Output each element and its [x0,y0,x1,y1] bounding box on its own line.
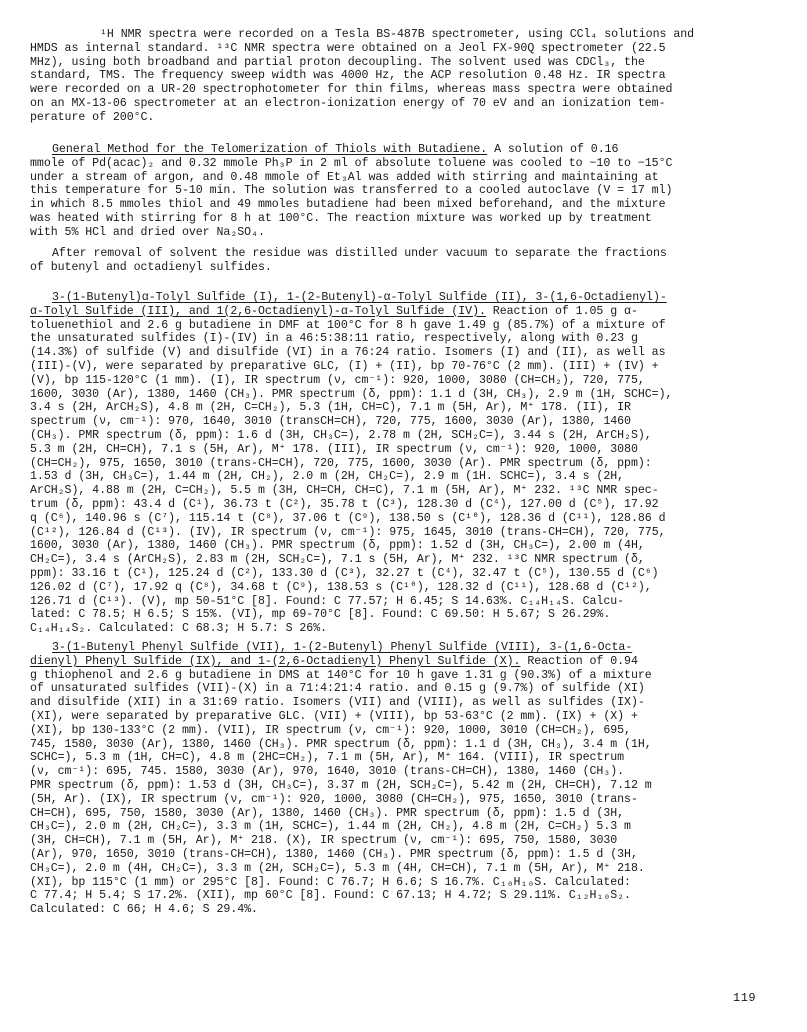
text-line: 126.02 d (C⁷), 17.92 q (C⁸), 34.68 t (C⁹), 138.53 s (C¹⁰), 128.32 d (C¹¹), 128.68 d (C¹²), [30,580,652,594]
text-line: 3.4 s (2H, ArCH₂S), 4.8 m (2H, C=CH₂), 5.3 (1H, CH=C), 7.1 m (5H, Ar), M⁺ 178. (II), IR [30,401,631,415]
text-line: After removal of solvent the residue was distilled under vacuum to separate the fractions [52,247,667,260]
text-line [30,291,785,305]
text-line: (3H, CH=CH), 7.1 m (5H, Ar), M⁺ 218. (X), IR spectrum (ν, cm⁻¹): 695, 750, 1580, 3030 [30,834,618,848]
text-line: of unsaturated sulfides (VII)-(X) in a 71:4:21:4 ratio. and 0.15 g (9.7%) of sulfide (XI) [30,682,645,696]
section-heading: General Method for the Telomerization of Thiols with Butadiene. [52,143,488,156]
text-line: 1.53 d (3H, CH₃C=), 1.44 m (2H, CH₂), 2.0 m (2H, CH₂C=), 2.9 m (1H. SCHC=), 3.4 s (2H, [30,470,625,484]
text-line: (ν, cm⁻¹): 695, 745. 1580, 3030 (Ar), 970, 1640, 3010 (trans-CH=CH), 1380, 1460 (CH₃). [30,765,625,779]
text-line: (XI), bp 115°C (1 mm) or 295°C [8]. Found: C 76.7; H 6.6; S 16.7%. C₁₀H₁₀S. Calculated: [30,875,631,889]
text-line: HMDS as internal standard. ¹³C NMR spectra were obtained on a Jeol FX-90Q spectrometer (22.5 [30,41,666,55]
text-line: SCHC=), 5.3 m (1H, CH=C), 4.8 m (2HC=CH₂), 7.1 m (5H, Ar), M⁺ 164. (VIII), IR spectrum [30,751,625,765]
text-line: (V), bp 115-120°C (1 mm). (I), IR spectrum (ν, cm⁻¹): 920, 1000, 3080 (CH=CH₂), 720, 775, [30,373,645,387]
text-line [30,655,785,669]
text-line: ppm): 33.16 t (C¹), 125.24 d (C²), 133.30 d (C³), 32.27 t (C⁴), 32.47 t (C⁵), 130.55 d (C⁶) [30,566,659,580]
text-line: ¹H NMR spectra were recorded on a Tesla BS-487B spectrometer, using CCl₄ solutions and [100,28,695,41]
text-line: on an MX-13-06 spectrometer at an electron-ionization energy of 70 eV and an ionization tem- [30,96,666,110]
text-line: (CH=CH₂), 975, 1650, 3010 (trans-CH=CH), 720, 775, 1600, 3030 (Ar). PMR spectrum (δ, ppm): [30,456,652,470]
text-line: C₁₄H₁₄S₂. Calculated: C 68.3; H 5.7: S 26%. [30,622,328,636]
paragraph-general-method [30,143,785,240]
text-line: this temperature for 5-10 min. The solution was transferred to a cooled autoclave (V = 17 ml) [30,184,673,198]
text-line: was heated with stirring for 8 h at 100°C. The reaction mixture was worked up by treatment [30,211,652,225]
text-line: C 77.4; H 5.4; S 17.2%. (XII), mp 60°C [8]. Found: C 67.13; H 4.72; S 29.11%. C₁₂H₁₀S₂. [30,889,631,903]
text-fragment: Reaction of 0.94 [520,654,638,668]
text-line: 126.71 d (C¹³). (V), mp 50-51°C [8]. Found: C 77.57; H 6.45; S 14.63%. C₁₄H₁₄S. Calcu- [30,594,625,608]
text-line: the unsaturated sulfides (I)-(IV) in a 46:5:38:11 ratio, respectively, along with 0.23 g [30,332,638,346]
text-line: (CH₃). PMR spectrum (δ, ppm): 1.6 d (3H, CH₃C=), 2.78 m (2H, SCH₂C=), 3.44 s (2H, ArCH₂S), [30,428,652,442]
section-heading: dienyl) Phenyl Sulfide (IX), and 1-(2,6-Octadienyl) Phenyl Sulfide (X). [30,654,521,668]
text-line: Calculated: C 66; H 4.6; S 29.4%. [30,903,258,917]
text-line: (C¹²), 126.84 d (C¹³). (IV), IR spectrum (ν, cm⁻¹): 975, 1645, 3010 (trans-CH=CH), 720, 775, [30,525,666,539]
text-line: CH₃C=), 2.0 m (2H, CH₂C=), 3.3 m (1H, SCHC=), 1.44 m (2H, CH₂), 4.8 m (2H, C=CH₂) 5.3 m [30,820,631,834]
text-fragment: Reaction of 1.05 g α- [485,304,638,318]
text-line: toluenethiol and 2.6 g butadiene in DMF at 100°C for 8 h gave 1.49 g (85.7%) of a mixture of [30,318,666,332]
text-line: in which 8.5 mmoles thiol and 49 mmoles butadiene had been mixed beforehand, and the mixture [30,198,666,212]
page-number: 119 [733,991,757,1005]
text-line: (XI), were separated by preparative GLC. (VII) + (VIII), bp 53-63°C (2 mm). (IX) + (X) + [30,709,638,723]
text-line: lated: C 78.5; H 6.5; S 15%. (VI), mp 69-70°C [8]. Found: C 69.50: H 5.67; S 26.29%. [30,608,611,622]
text-line: (14.3%) of sulfide (V) and disulfide (VI) in a 76:24 ratio. Isomers (I) and (II), as well as [30,346,666,360]
text-fragment: A solution of 0.16 [487,143,619,156]
text-line: PMR spectrum (δ, ppm): 1.53 d (3H, CH₃C=), 3.37 m (2H, SCH₂C=), 5.42 m (2H, CH=CH), 7.12 m [30,778,652,792]
text-line: CH₂C=), 3.4 s (ArCH₂S), 2.83 m (2H, SCH₂C=), 7.1 s (5H, Ar), M⁺ 232. ¹³C NMR spectrum (δ, [30,553,645,567]
text-line: MHz), using both broadband and partial proton decoupling. The solvent used was CDCl₃, the [30,55,645,69]
text-line: 745, 1580, 3030 (Ar), 1380, 1460 (CH₃). PMR spectrum (δ, ppm): 1.1 d (3H, CH₃), 3.4 m (1H, [30,737,652,751]
text-line: spectrum (ν, cm⁻¹): 970, 1640, 3010 (transCH=CH), 720, 775, 1600, 3030 (Ar), 1380, 1460 [30,415,631,429]
text-line: (5H, Ar). (IX), IR spectrum (ν, cm⁻¹): 920, 1000, 3080 (CH=CH₂), 975, 1650, 3010 (trans- [30,792,638,806]
text-line: ArCH₂S), 4.88 m (2H, C=CH₂), 5.5 m (3H, CH=CH, CH=C), 7.1 m (5H, Ar), M⁺ 232. ¹³C NMR spec- [30,484,659,498]
text-line: and disulfide (XII) in a 31:69 ratio. Isomers (VII) and (VIII), as well as sulfides (IX)- [30,696,645,710]
paragraph-distillation [30,247,785,275]
section-heading: α-Tolyl Sulfide (III), and 1(2,6-Octadienyl)-α-Tolyl Sulfide (IV). [30,304,486,318]
section-heading: 3-(1-Butenyl)α-Tolyl Sulfide (I), 1-(2-Butenyl)-α-Tolyl Sulfide (II), 3-(1,6-Octadienyl)- [52,291,667,304]
text-line: standard, TMS. The frequency sweep width was 4000 Hz, the ACP resolution 0.48 Hz. IR spectra [30,69,666,83]
text-line: mmole of Pd(acac)₂ and 0.32 mmole Ph₃P in 2 ml of absolute toluene was cooled to −10 to −15°C [30,156,673,170]
text-line: perature of 200°C. [30,110,155,124]
text-line: CH₃C=), 2.0 m (4H, CH₂C=), 3.3 m (2H, SCH₂C=), 5.3 m (4H, CH=CH), 7.1 m (5H, Ar), M⁺ 218. [30,861,645,875]
text-line: g thiophenol and 2.6 g butadiene in DMS at 140°C for 10 h gave 1.31 g (90.3%) of a mixture [30,668,652,682]
text-line: with 5% HCl and dried over Na₂SO₄. [30,225,265,239]
text-line [30,641,785,655]
paragraph-instrumentation [30,28,785,125]
text-line: 1600, 3030 (Ar), 1380, 1460 (CH₃). PMR spectrum (δ, ppm): 1.52 d (3H, CH₃C=), 2.00 m (4H, [30,539,645,553]
text-line: trum (δ, ppm): 43.4 d (C¹), 36.73 t (C²), 35.78 t (C³), 128.30 d (C⁴), 127.00 d (C⁵), 17.92 [30,497,659,511]
text-line: under a stream of argon, and 0.48 mmole of Et₃Al was added with stirring and maintaining at [30,170,659,184]
text-line: 1600, 3030 (Ar), 1380, 1460 (CH₃). PMR spectrum (δ, ppm): 1.1 d (3H, CH₃), 2.9 m (1H, SCHC=), [30,387,673,401]
text-line: CH=CH), 695, 750, 1580, 3030 (Ar), 1380, 1460 (CH₃). PMR spectrum (δ, ppm): 1.5 d (3H, [30,806,625,820]
text-line: q (C⁶), 140.96 s (C⁷), 115.14 t (C⁸), 37.06 t (C⁹), 138.50 s (C¹⁰), 128.36 d (C¹¹), 128.86 d [30,511,666,525]
text-line [30,305,785,319]
text-line: of butenyl and octadienyl sulfides. [30,260,272,274]
text-line [30,143,785,157]
section-heading: 3-(1-Butenyl Phenyl Sulfide (VII), 1-(2-Butenyl) Phenyl Sulfide (VIII), 3-(1,6-Octa- [52,641,633,654]
text-line: (Ar), 970, 1650, 3010 (trans-CH=CH), 1380, 1460 (CH₃). PMR spectrum (δ, ppm): 1.5 d (3H, [30,847,638,861]
text-line: were recorded on a UR-20 spectrophotometer for thin films, whereas mass spectra were obtained [30,83,673,97]
paragraph-tolyl-sulfides [30,291,785,636]
text-line: 5.3 m (2H, CH=CH), 7.1 s (5H, Ar), M⁺ 178. (III), IR spectrum (ν, cm⁻¹): 920, 1000, 3080 [30,442,638,456]
text-line: (XI), bp 130-133°C (2 mm). (VII), IR spectrum (ν, cm⁻¹): 920, 1000, 3010 (CH=CH₂), 695, [30,723,631,737]
paragraph-phenyl-sulfides [30,641,785,917]
text-line: (III)-(V), were separated by preparative GLC, (I) + (II), bp 70-76°C (2 mm). (III) + (IV) + [30,359,659,373]
